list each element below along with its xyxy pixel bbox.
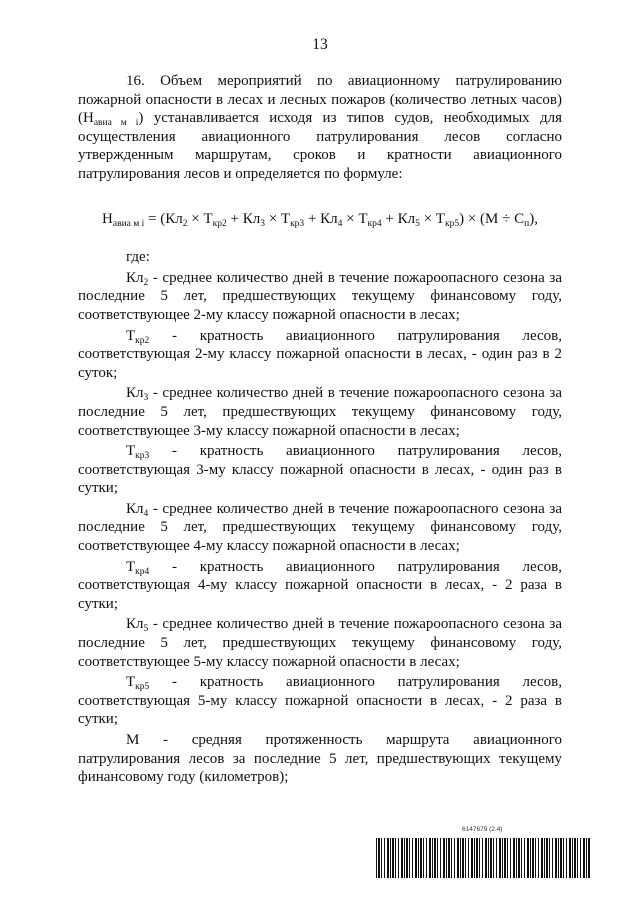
word: лесов, bbox=[522, 443, 562, 460]
word: авиационного bbox=[286, 443, 375, 460]
formula-sub: п bbox=[524, 218, 530, 229]
formula-part: + Кл bbox=[304, 210, 338, 227]
word: патрулирования bbox=[397, 443, 500, 460]
definition-text: - среднее количество дней в течение пожароопасного сезона за последние 5 лет, предшествующих текущему финансовому году, соответствующее 2-му классу пожарной опасности в лесах; bbox=[78, 269, 562, 323]
formula-part: × Т bbox=[342, 210, 368, 227]
intro-text-a: 16. Объем мероприятий по авиационному патрулированию пожарной опасности в лесах и лесных пожаров (количество летных часов) (Н bbox=[78, 73, 562, 127]
def-t2-cont: соответствующая 2-му классу пожарной опасности в лесах, - один раз в 2 суток; bbox=[78, 346, 562, 381]
formula-part: × Т bbox=[264, 210, 291, 227]
def-kl4 bbox=[78, 500, 562, 556]
word: кратность bbox=[199, 443, 264, 460]
barcode-number: 6147679 (2.4) bbox=[462, 826, 503, 833]
word: - bbox=[172, 674, 178, 691]
def-t5-line bbox=[126, 673, 562, 692]
word: авиационного bbox=[286, 327, 375, 344]
def-t5-cont: соответствующая 5-му классу пожарной опасности в лесах, - 2 раза в сутки; bbox=[78, 692, 562, 728]
word: кратность bbox=[199, 558, 264, 575]
definition-text: - среднее количество дней в течение пожароопасного сезона за последние 5 лет, предшествующих текущему финансовому году, соответствующее 4-му классу пожарной опасности в лесах; bbox=[78, 500, 562, 555]
symbol-sub: кр3 bbox=[135, 451, 150, 462]
word: лесов, bbox=[522, 674, 562, 691]
intro-subscript: авиа м i bbox=[93, 118, 139, 129]
formula-sub: 2 bbox=[182, 218, 188, 229]
word: патрулирования bbox=[397, 558, 500, 575]
symbol-sub: кр4 bbox=[135, 566, 150, 577]
symbol-letter: Т bbox=[126, 674, 136, 691]
intro-text-b: ) устанавливается исходя из типов судов, необходимых для осуществления авиационного патрулирования лесов согласно утвержденным маршрутам, сроков и кратности авиационного патрулирования лесов и определяется по формуле: bbox=[78, 110, 562, 182]
def-kl2 bbox=[78, 269, 562, 325]
formula-part: + Кл bbox=[381, 210, 416, 227]
page-number: 13 bbox=[312, 36, 328, 53]
formula-part: + Кл bbox=[226, 210, 261, 227]
formula-sub: кр2 bbox=[212, 218, 227, 229]
where-label: где: bbox=[126, 249, 150, 266]
word: лесов, bbox=[522, 327, 562, 344]
word: кратность bbox=[199, 674, 264, 691]
formula-sub: авиа м i bbox=[112, 218, 145, 229]
symbol-sub: 2 bbox=[143, 277, 149, 288]
definition-text: - среднее количество дней в течение пожароопасного сезона за последние 5 лет, предшествующих текущему финансовому году, соответствующее 3-му классу пожарной опасности в лесах; bbox=[78, 385, 562, 439]
formula-part: Н bbox=[102, 210, 113, 227]
formula-sub: 3 bbox=[260, 218, 265, 229]
intro-paragraph bbox=[78, 72, 562, 184]
formula-part: × Т bbox=[187, 210, 213, 227]
formula-part: = (Кл bbox=[144, 210, 183, 227]
word: - bbox=[172, 558, 178, 575]
def-t3-line bbox=[126, 442, 562, 461]
word: кратность bbox=[199, 327, 264, 344]
formula-sub: кр3 bbox=[290, 218, 305, 229]
barcode-icon bbox=[376, 838, 590, 878]
symbol-sub: 4 bbox=[143, 508, 149, 519]
formula-sub: кр5 bbox=[444, 218, 460, 229]
formula-sub: кр4 bbox=[367, 218, 382, 229]
def-t3-cont: соответствующая 3-му классу пожарной опасности в лесах, - один раз в сутки; bbox=[78, 461, 562, 497]
word: патрулирования bbox=[397, 674, 500, 691]
word: лесов, bbox=[522, 558, 562, 575]
formula-part: × Т bbox=[419, 210, 445, 227]
formula-part: ), bbox=[529, 210, 538, 227]
document-body bbox=[78, 72, 562, 789]
word: авиационного bbox=[286, 558, 375, 575]
symbol-sub: 3 bbox=[143, 393, 149, 404]
formula-sub: 5 bbox=[415, 218, 420, 229]
symbol: Кл bbox=[126, 269, 144, 286]
word: патрулирования bbox=[397, 327, 500, 344]
def-t4-line bbox=[126, 558, 562, 577]
symbol-sub: кр5 bbox=[135, 682, 150, 693]
symbol bbox=[126, 327, 149, 346]
symbol bbox=[126, 558, 149, 577]
word: - bbox=[172, 443, 178, 460]
def-t2-line bbox=[126, 327, 562, 346]
formula-sub: 4 bbox=[337, 218, 343, 229]
word: - bbox=[172, 327, 178, 344]
formula-part: ) × (М ÷ С bbox=[459, 210, 525, 227]
symbol: Кл bbox=[126, 500, 144, 517]
definition-text: - среднее количество дней в течение пожароопасного сезона за последние 5 лет, предшествующих текущему финансовому году, соответствующее 5-му классу пожарной опасности в лесах; bbox=[78, 616, 562, 670]
barcode-block bbox=[376, 826, 590, 880]
symbol bbox=[126, 442, 149, 461]
formula bbox=[78, 210, 562, 229]
symbol-sub: кр2 bbox=[135, 335, 150, 346]
symbol-letter: Т bbox=[126, 443, 136, 460]
symbol-letter: Т bbox=[126, 327, 136, 344]
symbol bbox=[126, 673, 149, 692]
def-t4-cont: соответствующая 4-му классу пожарной опасности в лесах, - 2 раза в сутки; bbox=[78, 577, 562, 612]
symbol-sub: 5 bbox=[143, 624, 149, 635]
symbol-letter: Т bbox=[126, 558, 136, 575]
word: авиационного bbox=[286, 674, 375, 691]
def-m: М - средняя протяженность маршрута авиационного патрулирования лесов за последние 5 лет, предшествующих текущему финансовому году (километров); bbox=[78, 732, 562, 786]
symbol: Кл bbox=[126, 616, 144, 633]
symbol: Кл bbox=[126, 385, 144, 402]
def-kl3 bbox=[78, 384, 562, 440]
def-kl5 bbox=[78, 615, 562, 671]
